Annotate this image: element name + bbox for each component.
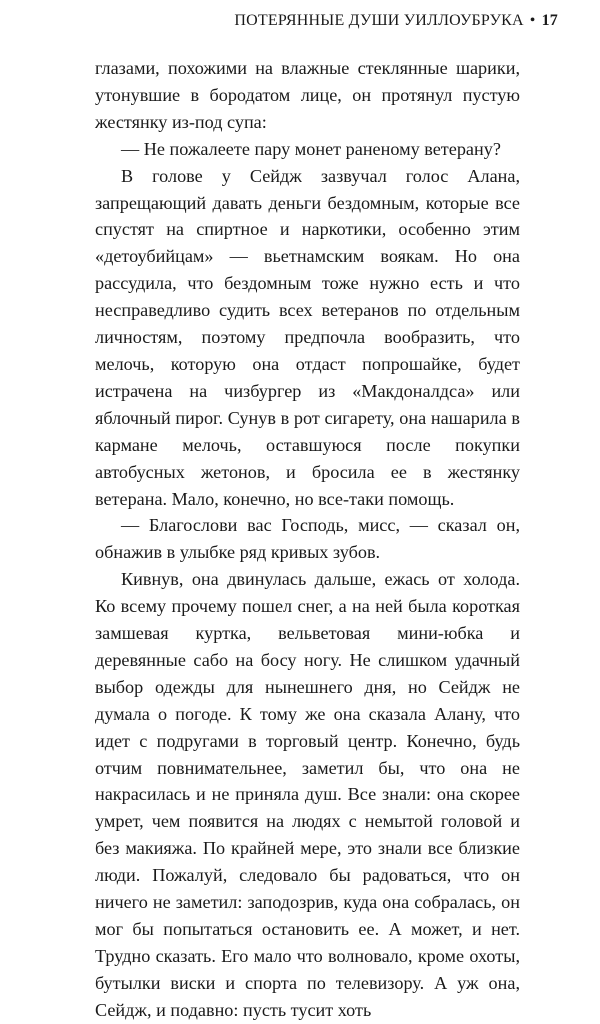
dialogue-line: — Благослови вас Господь, мисс, — сказал он, обнажив в улыбке ряд кривых зубов. <box>95 515 520 563</box>
running-header <box>60 12 558 30</box>
paragraph: В голове у Сейдж зазвучал голос Алана, запрещающий давать деньги бездомным, которые все спустят на спиртное и наркотики, особенно этим «детоубийцам» — вьетнамским воякам. Но она рассудила, что бездомным тоже нужно есть и что несправедливо судить всех ветеранов по отдельным личностям, поэтому предпочла вообразить, что мелочь, которую она отдаст попрошайке, будет истрачена на чизбургер из «Макдоналдса» или яблочный пирог. Сунув в рот сигарету, она нашарила в кармане мелочь, оставшуюся после покупки автобусных жетонов, и бросила ее в жестянку ветерана. Мало, конечно, но все-таки помощь. <box>95 165 520 509</box>
header-separator: • <box>529 12 536 29</box>
page-number: 17 <box>541 12 558 29</box>
paragraph: Кивнув, она двинулась дальше, ежась от холода. Ко всему прочему пошел снег, а на ней была короткая замшевая куртка, вельветовая мини-юбка и деревянные сабо на босу ногу. Не слишком удачный выбор одежды для нынешнего дня, но Сейдж не думала о погоде. К тому же она сказала Алану, что идет с подругами в торговый центр. Конечно, будь отчим повнимательнее, заметил бы, что она не накрасилась и не приняла душ. Все знали: она скорее умрет, чем появится на людях с немытой головой и без макияжа. По крайней мере, это знали все близкие люди. Пожалуй, следовало бы радоваться, что он ничего не заметил: заподозрив, куда она собралась, он мог бы попытаться остановить ее. А может, и нет. Трудно сказать. Его мало что волновало, кроме охоты, бутылки виски и спорта по телевизору. А уж она, Сейдж, и подавно: пусть тусит хоть <box>95 569 520 1020</box>
dialogue-line: — Не пожалеете пару монет раненому ветерану? <box>121 138 501 159</box>
running-title: ПОТЕРЯННЫЕ ДУШИ УИЛЛОУБРУКА <box>234 12 524 29</box>
paragraph-continued: глазами, похожими на влажные стеклянные шарики, утонувшие в бородатом лице, он протянул пустую жестянку из-под супа: <box>95 58 520 132</box>
body-text <box>95 55 520 1024</box>
